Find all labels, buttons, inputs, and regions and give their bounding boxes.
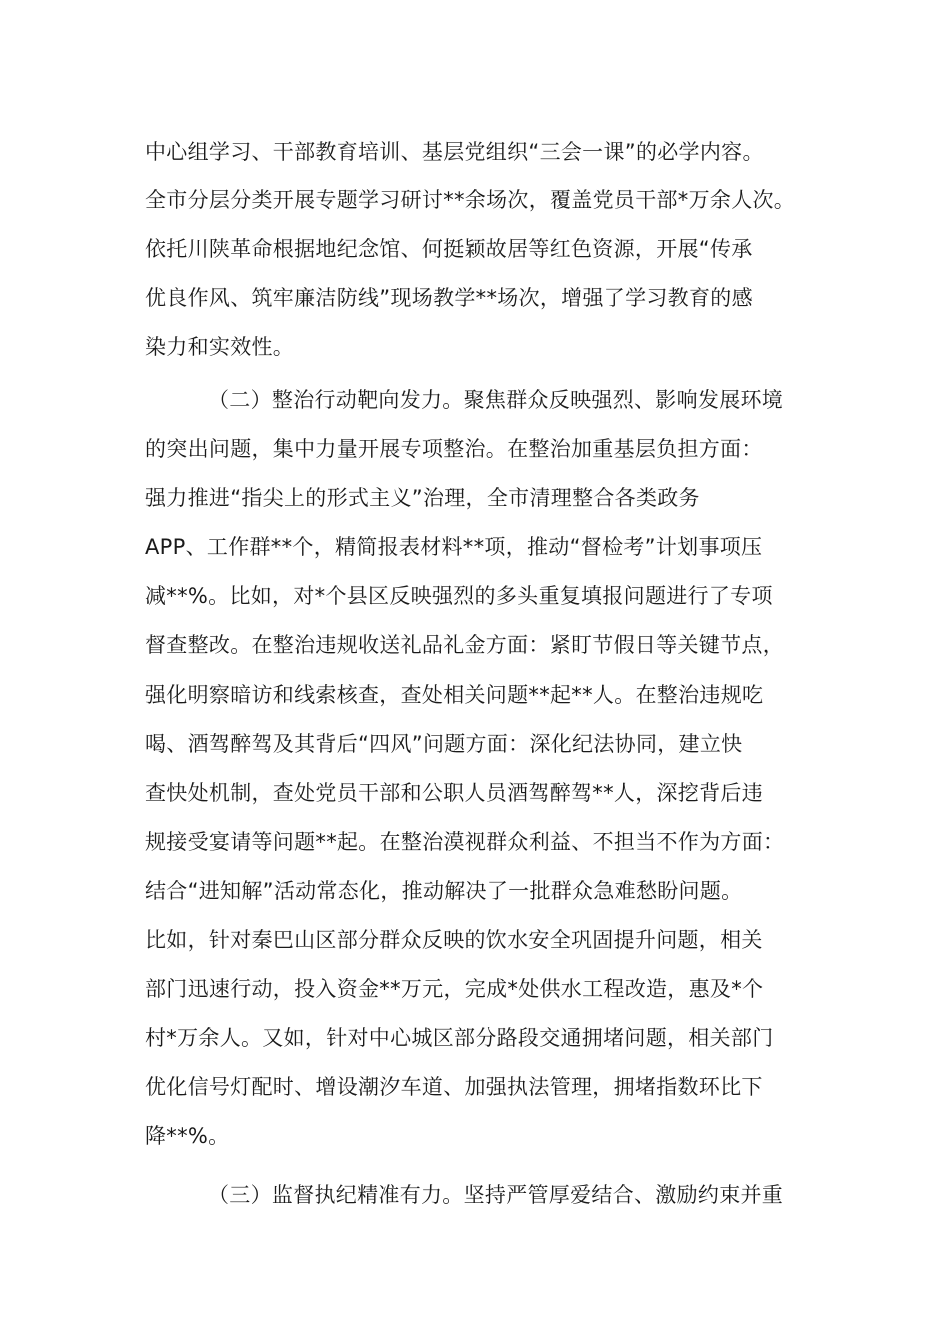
text-line: 全市分层分类开展专题学习研讨**余场次，覆盖党员干部*万余人次。: [145, 188, 796, 212]
text-line: 强化明察暗访和线索核查，查处相关问题**起**人。在整治违规吃: [145, 683, 764, 707]
text-line: 督查整改。在整治违规收送礼品礼金方面：紧盯节假日等关键节点，: [145, 633, 784, 657]
text-line: 优良作风、筑牢廉洁防线”现场教学**场次，增强了学习教育的感: [145, 286, 753, 310]
text-line: 结合“进知解”活动常态化，推动解决了一批群众急难愁盼问题。: [145, 879, 743, 903]
text-line: 的突出问题，集中力量开展专项整治。在整治加重基层负担方面：: [145, 437, 763, 461]
section-heading-line: （二）整治行动靶向发力。聚焦群众反映强烈、影响发展环境: [208, 388, 784, 412]
text-line: 染力和实效性。: [145, 335, 295, 359]
text-line: 部门迅速行动，投入资金**万元，完成*处供水工程改造，惠及*个: [145, 977, 764, 1001]
section-heading-line: （三）监督执纪精准有力。坚持严管厚爱结合、激励约束并重: [208, 1183, 784, 1207]
text-line: 比如，针对秦巴山区部分群众反映的饮水安全巩固提升问题，相关: [145, 928, 763, 952]
text-line: APP、工作群**个，精简报表材料**项，推动“督检考”计划事项压: [145, 535, 763, 559]
text-line: 降**%。: [145, 1124, 230, 1148]
text-line: 减**%。比如，对*个县区反映强烈的多头重复填报问题进行了专项: [145, 584, 773, 608]
text-line: 强力推进“指尖上的形式主义”治理，全市清理整合各类政务: [145, 486, 700, 510]
text-line: 优化信号灯配时、增设潮汐车道、加强执法管理，拥堵指数环比下: [145, 1075, 763, 1099]
text-line: 中心组学习、干部教育培训、基层党组织“三会一课”的必学内容。: [145, 140, 764, 164]
text-line: 依托川陕革命根据地纪念馆、何挺颖故居等红色资源，开展“传承: [145, 237, 753, 261]
text-line: 喝、酒驾醉驾及其背后“四风”问题方面：深化纪法协同，建立快: [145, 732, 743, 756]
text-line: 村*万余人。又如，针对中心城区部分路段交通拥堵问题，相关部门: [145, 1026, 774, 1050]
text-line: 规接受宴请等问题**起。在整治漠视群众利益、不担当不作为方面：: [145, 830, 785, 854]
text-line: 查快处机制，查处党员干部和公职人员酒驾醉驾**人，深挖背后违: [145, 781, 763, 805]
